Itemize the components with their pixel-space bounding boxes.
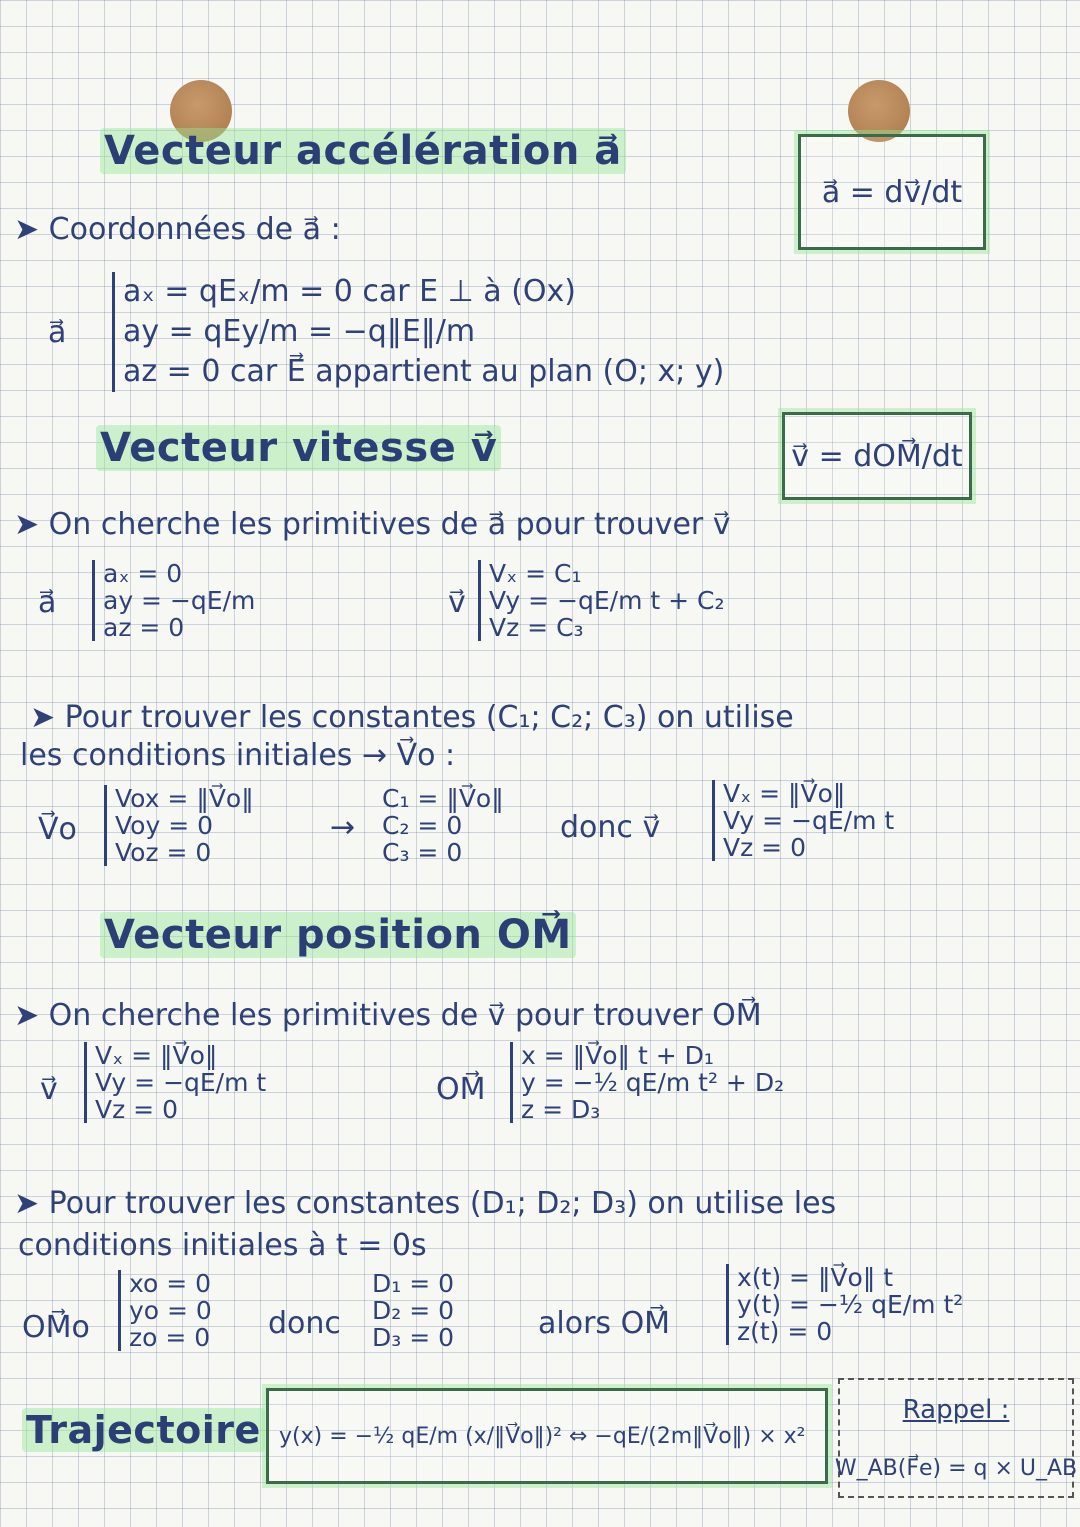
coord-ax: aₓ = qEₓ/m = 0 car E ⊥ à (Ox) bbox=[123, 274, 576, 309]
heading-constantes-c-l2: les conditions initiales → V⃗o : bbox=[20, 738, 456, 773]
om0-z: zo = 0 bbox=[129, 1323, 211, 1352]
v-z-c3: Vz = C₃ bbox=[489, 613, 584, 642]
vector-label-om: OM⃗ bbox=[436, 1072, 486, 1107]
om-components-primitive bbox=[510, 1042, 784, 1123]
v-final-y: Vy = −qE/m t bbox=[723, 806, 895, 835]
c3-value: C₃ = 0 bbox=[382, 838, 463, 867]
om-final-components bbox=[726, 1264, 963, 1345]
rappel-box bbox=[834, 1378, 1078, 1498]
vector-label-om0: OM⃗o bbox=[22, 1310, 90, 1345]
a-z: az = 0 bbox=[103, 613, 185, 642]
formula-vitesse: v⃗ = dOM⃗/dt bbox=[791, 438, 963, 474]
v-x-c1: Vₓ = C₁ bbox=[489, 559, 582, 588]
v-pos-y: Vy = −qE/m t bbox=[95, 1068, 267, 1097]
binder-hole-right bbox=[848, 80, 910, 142]
coord-ay: ay = qEy/m = −q‖E‖/m bbox=[123, 314, 476, 349]
heading-primitives-a: ➤ On cherche les primitives de a⃗ pour trouver v⃗ bbox=[14, 507, 731, 542]
v-components-primitive bbox=[478, 560, 725, 641]
rappel-formula: W_AB(F⃗e) = q × U_AB bbox=[834, 1455, 1078, 1481]
c-values bbox=[382, 785, 504, 866]
vector-label-v: v⃗ bbox=[448, 585, 466, 620]
trajectoire-equation: y(x) = −½ qE/m (x/‖V⃗o‖)² ⇔ −qE/(2m‖V⃗o‖) × x² bbox=[279, 1423, 806, 1449]
title-vitesse: Vecteur vitesse v⃗ bbox=[96, 425, 501, 471]
heading-constantes-d-l1: ➤ Pour trouver les constantes (D₁; D₂; D₃) on utilise les bbox=[14, 1186, 837, 1221]
c1-value: C₁ = ‖V⃗o‖ bbox=[382, 784, 504, 813]
c2-value: C₂ = 0 bbox=[382, 811, 463, 840]
v-y-c2: Vy = −qE/m t + C₂ bbox=[489, 586, 725, 615]
heading-primitives-v: ➤ On cherche les primitives de v⃗ pour trouver OM⃗ bbox=[14, 998, 762, 1033]
y-of-t: y(t) = −½ qE/m t² bbox=[737, 1290, 964, 1319]
vo-components bbox=[104, 785, 254, 866]
title-acceleration: Vecteur accélération a⃗ bbox=[100, 128, 626, 174]
rappel-title: Rappel : bbox=[902, 1395, 1010, 1426]
vector-label-a: a⃗ bbox=[48, 315, 67, 350]
v-components-final bbox=[712, 780, 894, 861]
label-alors-om: alors OM⃗ bbox=[538, 1306, 671, 1341]
vector-label-vo: V⃗o bbox=[38, 812, 77, 847]
vector-label-a-2: a⃗ bbox=[38, 585, 57, 620]
label-donc-v: donc v⃗ bbox=[560, 810, 661, 845]
vo-x: Vox = ‖V⃗o‖ bbox=[115, 784, 254, 813]
title-trajectoire: Trajectoire bbox=[22, 1408, 265, 1452]
arrow-implies: → bbox=[330, 810, 356, 845]
vo-z: Voz = 0 bbox=[115, 838, 212, 867]
v-final-x: Vₓ = ‖V⃗o‖ bbox=[723, 779, 846, 808]
v-pos-x: Vₓ = ‖V⃗o‖ bbox=[95, 1041, 218, 1070]
heading-coordonnees: ➤ Coordonnées de a⃗ : bbox=[14, 212, 341, 247]
label-donc: donc bbox=[268, 1306, 341, 1341]
x-of-t: x(t) = ‖V⃗o‖ t bbox=[737, 1263, 894, 1292]
om0-x: xo = 0 bbox=[129, 1269, 212, 1298]
d-values bbox=[372, 1270, 454, 1351]
om0-components bbox=[118, 1270, 212, 1351]
heading-constantes-c-l1: ➤ Pour trouver les constantes (C₁; C₂; C₃) on utilise bbox=[30, 700, 794, 735]
vector-label-v-2: v⃗ bbox=[40, 1072, 58, 1107]
om-x-d1: x = ‖V⃗o‖ t + D₁ bbox=[521, 1041, 714, 1070]
a-y: ay = −qE/m bbox=[103, 586, 256, 615]
z-of-t: z(t) = 0 bbox=[737, 1317, 833, 1346]
om0-y: yo = 0 bbox=[129, 1296, 212, 1325]
heading-constantes-d-l2: conditions initiales à t = 0s bbox=[18, 1228, 427, 1263]
formula-box-vitesse bbox=[782, 412, 972, 500]
d2-value: D₂ = 0 bbox=[372, 1296, 455, 1325]
v-pos-z: Vz = 0 bbox=[95, 1095, 178, 1124]
formula-box-acceleration bbox=[798, 134, 986, 250]
formula-acceleration: a⃗ = dv⃗/dt bbox=[821, 174, 963, 210]
v-final-z: Vz = 0 bbox=[723, 833, 806, 862]
a-components bbox=[92, 560, 255, 641]
trajectoire-box bbox=[266, 1388, 828, 1484]
vo-y: Voy = 0 bbox=[115, 811, 213, 840]
coord-az: az = 0 car E⃗ appartient au plan (O; x; y) bbox=[123, 354, 725, 389]
acceleration-coords bbox=[112, 272, 724, 392]
om-z-d3: z = D₃ bbox=[521, 1095, 601, 1124]
d1-value: D₁ = 0 bbox=[372, 1269, 455, 1298]
a-x: aₓ = 0 bbox=[103, 559, 183, 588]
title-position: Vecteur position OM⃗ bbox=[100, 912, 576, 958]
om-y-d2: y = −½ qE/m t² + D₂ bbox=[521, 1068, 785, 1097]
v-components-pos bbox=[84, 1042, 266, 1123]
d3-value: D₃ = 0 bbox=[372, 1323, 455, 1352]
